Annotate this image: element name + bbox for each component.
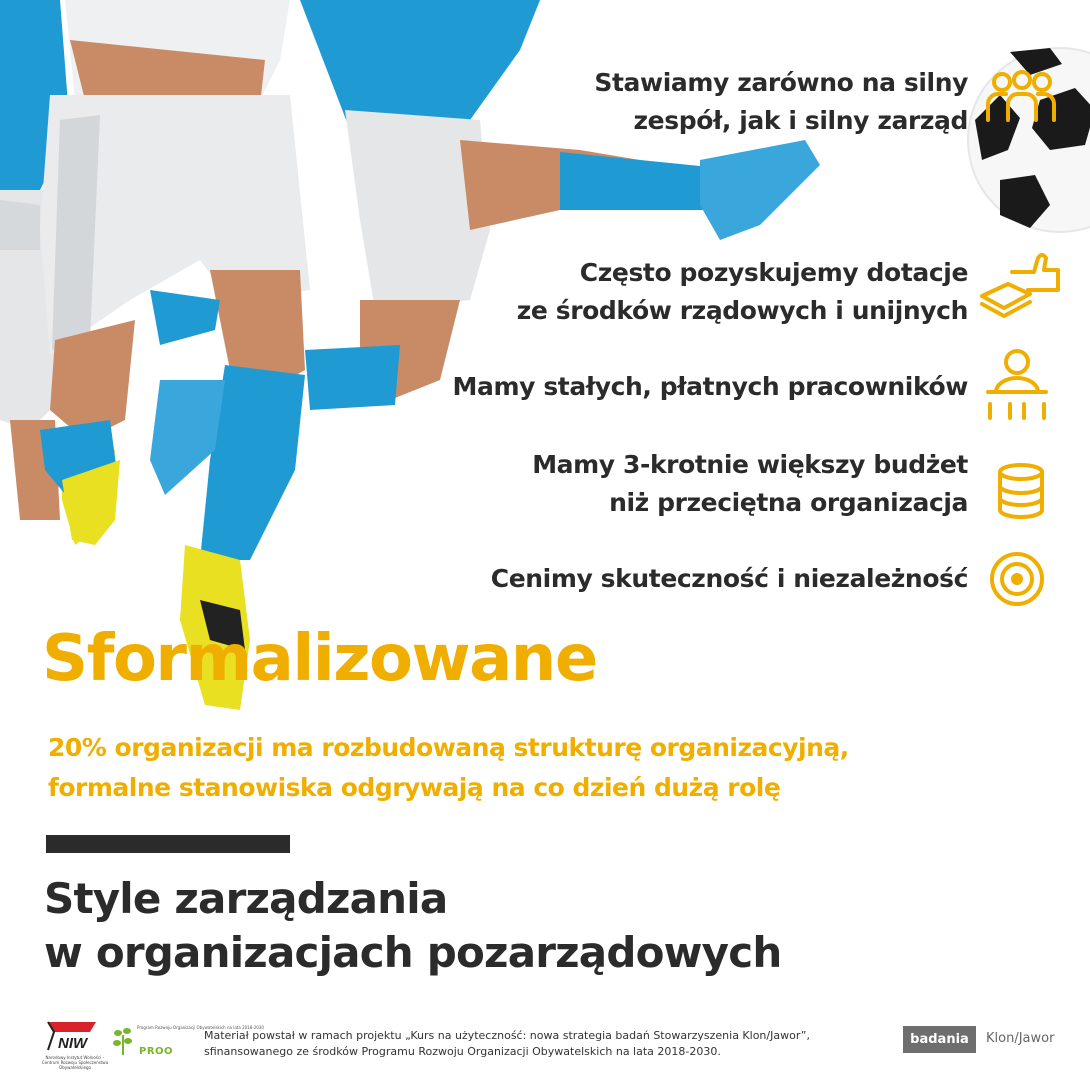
- feature-grants: [517, 254, 968, 330]
- feature-line: Mamy stałych, płatnych pracowników: [452, 372, 968, 401]
- headline-description: [48, 728, 849, 808]
- page-title: [44, 872, 781, 980]
- divider-bar: [46, 835, 290, 853]
- money-hand-icon: [978, 250, 1066, 322]
- team-icon: [982, 70, 1060, 126]
- niw-logo: [44, 1018, 100, 1054]
- feature-line: zespół, jak i silny zarząd: [633, 106, 968, 135]
- coins-stack-icon: [996, 462, 1046, 520]
- description-line: formalne stanowiska odgrywają na co dzień dużą rolę: [48, 773, 781, 802]
- employee-icon: [984, 348, 1050, 422]
- headline: Sformalizowane: [42, 622, 597, 696]
- feature-line: ze środków rządowych i unijnych: [516, 296, 968, 325]
- niw-logo-text: NIW: [58, 1035, 88, 1052]
- footnote-line: sfinansowanego ze środków Programu Rozwoju Organizacji Obywatelskich na lata 2018-2030.: [204, 1045, 721, 1058]
- feature-budget: [532, 446, 968, 522]
- badania-badge: badania: [903, 1026, 976, 1053]
- feature-employees: [453, 368, 968, 406]
- target-icon: [988, 550, 1046, 608]
- feature-line: Stawiamy zarówno na silny: [594, 68, 968, 97]
- footnote: [204, 1028, 810, 1060]
- proo-logo-text: PROO: [139, 1046, 174, 1057]
- feature-effectiveness: [491, 560, 968, 598]
- proo-leaf-icon: [112, 1025, 134, 1057]
- footnote-line: Materiał powstał w ramach projektu „Kurs na użyteczność: nowa strategia badań Stowarzyszenia Klon/Jawor”,: [204, 1029, 810, 1042]
- feature-team: [594, 64, 968, 140]
- title-line: w organizacjach pozarządowych: [44, 928, 782, 977]
- feature-line: Cenimy skuteczność i niezależność: [490, 564, 968, 593]
- proo-program-name: Program Rozwoju Organizacji Obywatelskich na lata 2018-2030: [137, 1025, 264, 1030]
- niw-subtitle: Narodowy Instytut Wolności – Centrum Rozwoju Społeczeństwa Obywatelskiego: [41, 1055, 109, 1070]
- feature-line: Mamy 3-krotnie większy budżet: [532, 450, 968, 479]
- title-line: Style zarządzania: [44, 874, 448, 923]
- feature-line: niż przeciętna organizacja: [609, 488, 968, 517]
- description-line: 20% organizacji ma rozbudowaną strukturę organizacyjną,: [48, 733, 849, 762]
- feature-line: Często pozyskujemy dotacje: [579, 258, 968, 287]
- klon-jawor-brand: Klon/Jawor: [986, 1031, 1055, 1046]
